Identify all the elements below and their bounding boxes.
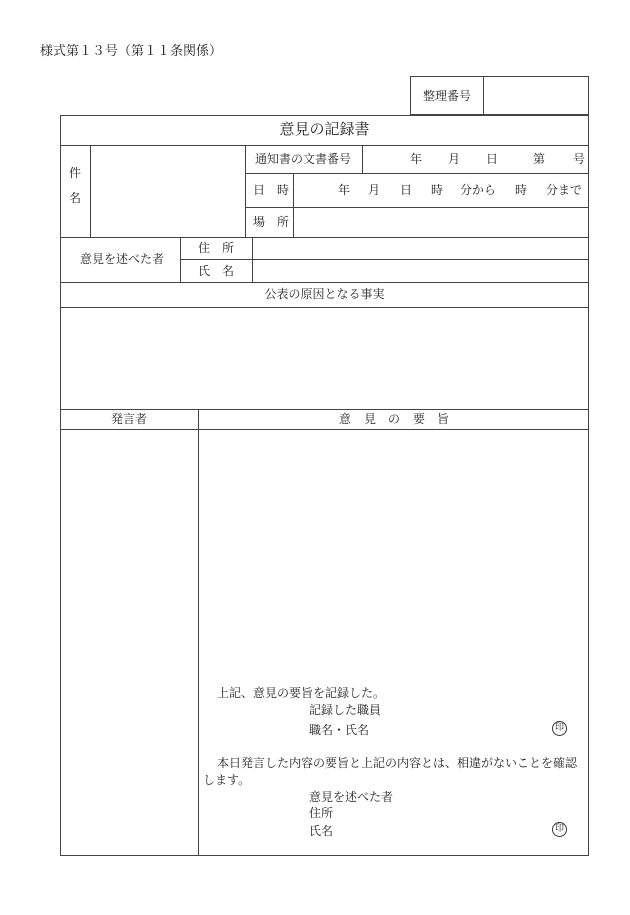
name-label-1: 氏 (198, 264, 211, 278)
reference-number-field[interactable] (486, 78, 586, 112)
subject-field[interactable] (92, 147, 242, 235)
confirm-name-label: 氏名 (309, 824, 334, 838)
datetime-day: 日 (400, 183, 413, 197)
speaker-label: 意見を述べた者 (80, 252, 165, 266)
speaker-name-field[interactable] (254, 261, 587, 280)
address-label-2: 所 (222, 241, 235, 255)
speaker-column-header: 発言者 (111, 412, 148, 426)
notice-month-label: 月 (448, 152, 461, 166)
divider (362, 145, 363, 173)
divider (60, 307, 589, 308)
datetime-label-1: 日 (253, 183, 266, 197)
divider (90, 145, 91, 237)
facts-field[interactable] (62, 309, 587, 407)
form-title: 意見の記録書 (279, 120, 370, 138)
datetime-label-2: 時 (277, 183, 290, 197)
datetime-month: 月 (368, 183, 381, 197)
seal-icon: 印 (552, 822, 567, 837)
recorded-statement: 上記、意見の要旨を記録した。 (217, 686, 386, 700)
summary-header-char-4: 要 (413, 412, 426, 426)
divider (60, 237, 589, 238)
divider (60, 429, 589, 430)
divider (293, 173, 294, 237)
place-label-1: 場 (253, 215, 266, 229)
notice-day-label: 日 (486, 152, 499, 166)
speaker-address-field[interactable] (254, 239, 587, 258)
summary-header-char-2: 見 (364, 412, 377, 426)
divider (245, 207, 589, 208)
datetime-minute-until: 分まで (546, 183, 583, 197)
divider (483, 76, 484, 115)
notice-number-suffix: 号 (573, 152, 586, 166)
confirm-speaker-label: 意見を述べた者 (309, 790, 394, 804)
confirm-address-label: 住所 (309, 806, 334, 820)
datetime-year: 年 (338, 183, 351, 197)
place-field[interactable] (295, 209, 587, 235)
datetime-minute-from: 分から (460, 183, 497, 197)
datetime-hour: 時 (431, 183, 444, 197)
divider (60, 409, 589, 410)
address-label-1: 住 (198, 241, 211, 255)
confirm-line-1: 本日発言した内容の要旨と上記の内容とは、相違がないことを確認 (217, 756, 578, 770)
subject-label-2: 名 (69, 191, 82, 205)
recorder-title-name-label: 職名・氏名 (309, 723, 370, 737)
name-label-2: 名 (222, 264, 235, 278)
confirm-line-2: します。 (203, 773, 251, 787)
notice-doc-label: 通知書の文書番号 (255, 152, 352, 166)
reference-number-label: 整理番号 (423, 89, 472, 103)
seal-icon: 印 (552, 721, 567, 736)
facts-header: 公表の原因となる事実 (264, 287, 385, 301)
place-label-2: 所 (277, 215, 290, 229)
speaker-column-field[interactable] (62, 431, 196, 854)
divider (245, 173, 589, 174)
notice-number-prefix: 第 (533, 152, 546, 166)
datetime-hour-end: 時 (515, 183, 528, 197)
divider (198, 409, 199, 856)
form-number: 様式第１３号（第１１条関係） (40, 44, 223, 59)
divider (180, 259, 589, 260)
recorder-label: 記録した職員 (309, 703, 382, 717)
summary-header-char-3: の (388, 412, 401, 426)
divider (245, 145, 246, 237)
divider (60, 282, 589, 283)
summary-header-char-5: 旨 (437, 412, 450, 426)
summary-field[interactable] (200, 431, 587, 681)
notice-year-label: 年 (410, 152, 423, 166)
divider (60, 145, 589, 146)
summary-header-char-1: 意 (339, 412, 352, 426)
subject-label-1: 件 (69, 166, 82, 180)
